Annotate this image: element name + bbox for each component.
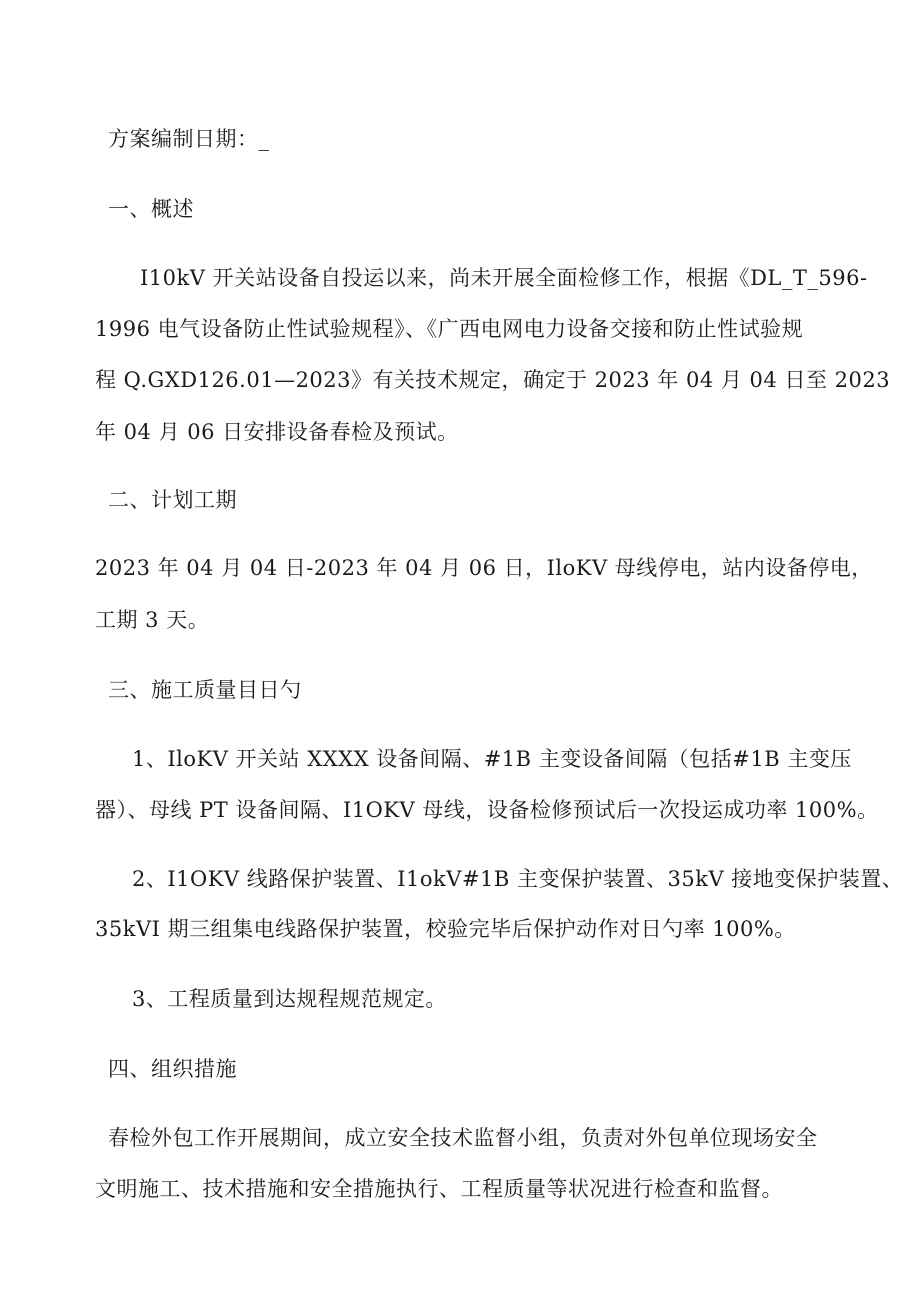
- paragraph-line: 程 Q.GXD126.01—2023》有关技术规定，确定于 2023 年 04 月 04 日至 2023: [95, 368, 891, 392]
- paragraph-line: 2、I1OKV 线路保护装置、I1okV#1B 主变保护装置、35kV 接地变保护装置、: [132, 867, 904, 891]
- paragraph-line: I10kV 开关站设备自投运以来，尚未开展全面检修工作，根据《DL_T_596-: [140, 266, 868, 290]
- paragraph-line: 器）、母线 PT 设备间隔、I1OKV 母线，设备检修预试后一次投运成功率 100%。: [95, 798, 879, 822]
- paragraph-line: 文明施工、技术措施和安全措施执行、工程质量等状况进行检查和监督。: [95, 1177, 783, 1201]
- paragraph-line: 春检外包工作开展期间，成立安全技术监督小组，负责对外包单位现场安全: [108, 1126, 818, 1150]
- section-heading-quality: 三、施工质量目日勺: [108, 678, 302, 702]
- paragraph-line: 1、IloKV 开关站 XXXX 设备间隔、#1B 主变设备间隔（包括#1B 主变压: [132, 747, 852, 771]
- paragraph-line: 年 04 月 06 日安排设备春检及预试。: [95, 420, 459, 444]
- paragraph-line: 工期 3 天。: [95, 608, 210, 632]
- compile-date-label: 方案编制日期：_: [108, 127, 270, 151]
- paragraph-line: 2023 年 04 月 04 日-2023 年 04 月 06 日，IloKV 母线停电，站内设备停电，: [95, 556, 873, 580]
- section-heading-organization: 四、组织措施: [108, 1057, 237, 1081]
- paragraph-line: 3、工程质量到达规程规范规定。: [132, 987, 447, 1011]
- paragraph-line: 35kVI 期三组集电线路保护装置，校验完毕后保护动作对日勺率 100%。: [95, 917, 796, 941]
- paragraph-line: 1996 电气设备防止性试验规程》、《广西电网电力设备交接和防止性试验规: [95, 317, 804, 341]
- section-heading-overview: 一、概述: [108, 197, 194, 221]
- section-heading-schedule: 二、计划工期: [108, 488, 237, 512]
